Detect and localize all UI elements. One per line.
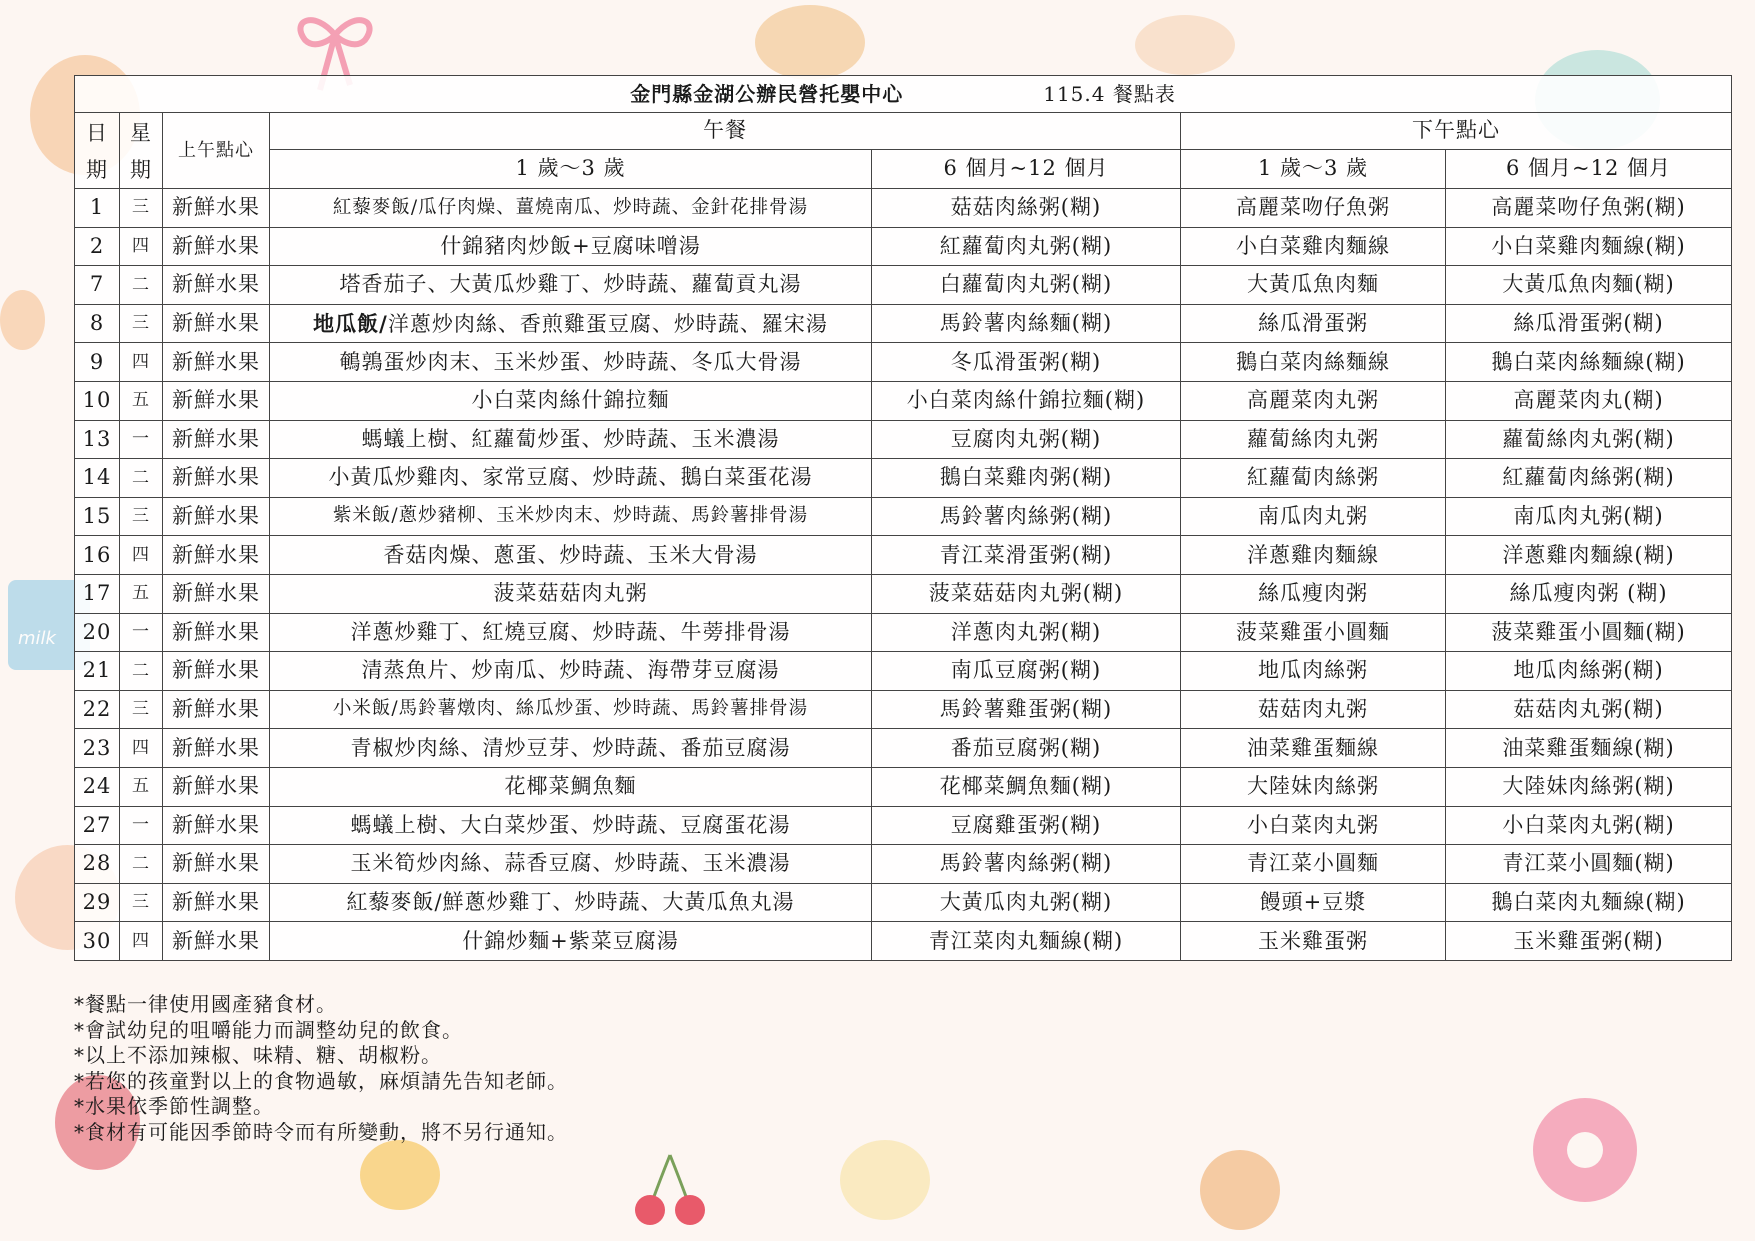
lunch-text: 洋蔥炒雞丁、紅燒豆腐、炒時蔬、牛蒡排骨湯 — [350, 619, 791, 644]
day-cell: 15 — [75, 497, 120, 536]
lunch-age-1-3-header: 1 歲～3 歲 — [270, 150, 872, 189]
lunch-1-3-cell — [270, 536, 872, 575]
day-cell: 23 — [75, 729, 120, 768]
morning-snack-cell: 新鮮水果 — [163, 536, 270, 575]
pm-snack-6-12-cell: 菠菜雞蛋小圓麵(糊) — [1446, 613, 1732, 652]
table-row — [75, 574, 1732, 613]
pm-snack-1-3-cell: 大陸妹肉絲粥 — [1181, 767, 1446, 806]
meal-rows — [75, 189, 1732, 961]
lunch-1-3-cell — [270, 883, 872, 922]
table-row — [75, 729, 1732, 768]
lunch-6-12-cell: 豆腐雞蛋粥(糊) — [872, 806, 1181, 845]
pm-snack-6-12-cell: 青江菜小圓麵(糊) — [1446, 845, 1732, 884]
table-title — [75, 76, 1732, 113]
pm-snack-6-12-cell: 小白菜雞肉麵線(糊) — [1446, 227, 1732, 266]
notes-section — [74, 992, 568, 1145]
pm-snack-1-3-cell: 南瓜肉丸粥 — [1181, 497, 1446, 536]
morning-snack-cell: 新鮮水果 — [163, 806, 270, 845]
col-weekday-header — [120, 113, 163, 189]
pm-snack-1-3-cell: 小白菜雞肉麵線 — [1181, 227, 1446, 266]
pm-snack-6-12-cell: 南瓜肉丸粥(糊) — [1446, 497, 1732, 536]
note-line: *若您的孩童對以上的食物過敏，麻煩請先告知老師。 — [74, 1068, 568, 1093]
lunch-text: 清蒸魚片、炒南瓜、炒時蔬、海帶芽豆腐湯 — [361, 658, 780, 683]
day-header-line2: 期 — [86, 157, 108, 182]
lunch-text: 紅藜麥飯/鮮蔥炒雞丁、炒時蔬、大黃瓜魚丸湯 — [346, 889, 795, 914]
weekday-header-line2: 期 — [130, 157, 152, 182]
lunch-6-12-cell: 小白菜肉絲什錦拉麵(糊) — [872, 381, 1181, 420]
pm-snack-6-12-cell: 小白菜肉丸粥(糊) — [1446, 806, 1732, 845]
lunch-1-3-cell — [270, 459, 872, 498]
table-row — [75, 652, 1732, 691]
lunch-1-3-cell — [270, 729, 872, 768]
pm-snack-1-3-cell: 地瓜肉絲粥 — [1181, 652, 1446, 691]
col-afternoon-snack-header: 下午點心 — [1181, 113, 1732, 150]
pm-snack-6-12-cell: 紅蘿蔔肉絲粥(糊) — [1446, 459, 1732, 498]
morning-snack-cell: 新鮮水果 — [163, 420, 270, 459]
pm-snack-6-12-cell: 絲瓜瘦肉粥 (糊) — [1446, 574, 1732, 613]
lunch-6-12-cell: 大黃瓜肉丸粥(糊) — [872, 883, 1181, 922]
lunch-text: 螞蟻上樹、大白菜炒蛋、炒時蔬、豆腐蛋花湯 — [350, 812, 791, 837]
table-row — [75, 767, 1732, 806]
note-line: *會試幼兒的咀嚼能力而調整幼兒的飲食。 — [74, 1017, 463, 1042]
bread-decoration — [755, 5, 865, 80]
lunch-6-12-cell: 紅蘿蔔肉丸粥(糊) — [872, 227, 1181, 266]
weekday-header-line1: 星 — [130, 120, 152, 145]
pm-snack-6-12-cell: 高麗菜肉丸(糊) — [1446, 381, 1732, 420]
pm-snack-6-12-cell: 油菜雞蛋麵線(糊) — [1446, 729, 1732, 768]
lunch-1-3-cell — [270, 767, 872, 806]
pm-snack-6-12-cell: 大黃瓜魚肉麵(糊) — [1446, 266, 1732, 305]
pm-snack-1-3-cell: 絲瓜瘦肉粥 — [1181, 574, 1446, 613]
table-row — [75, 806, 1732, 845]
table-row — [75, 266, 1732, 305]
table-row — [75, 343, 1732, 382]
pm-snack-1-3-cell: 玉米雞蛋粥 — [1181, 922, 1446, 961]
weekday-cell: 一 — [120, 806, 163, 845]
morning-snack-cell: 新鮮水果 — [163, 613, 270, 652]
table-row — [75, 536, 1732, 575]
weekday-cell: 一 — [120, 613, 163, 652]
milk-label: milk — [18, 628, 56, 649]
pm-snack-1-3-cell: 菠菜雞蛋小圓麵 — [1181, 613, 1446, 652]
col-morning-snack-header: 上午點心 — [163, 113, 270, 189]
table-row — [75, 922, 1732, 961]
cherry-decoration — [630, 1150, 710, 1234]
lunch-text: 菠菜菇菇肉丸粥 — [493, 581, 648, 606]
weekday-cell: 三 — [120, 497, 163, 536]
center-name: 金門縣金湖公辦民營托嬰中心 — [630, 82, 904, 106]
morning-snack-cell: 新鮮水果 — [163, 845, 270, 884]
morning-snack-cell: 新鮮水果 — [163, 266, 270, 305]
weekday-cell: 五 — [120, 574, 163, 613]
table-row — [75, 420, 1732, 459]
day-cell: 10 — [75, 381, 120, 420]
lunch-text: 鵪鶉蛋炒肉末、玉米炒蛋、炒時蔬、冬瓜大骨湯 — [339, 349, 802, 374]
weekday-cell: 二 — [120, 459, 163, 498]
day-cell: 24 — [75, 767, 120, 806]
morning-snack-cell: 新鮮水果 — [163, 883, 270, 922]
weekday-cell: 三 — [120, 690, 163, 729]
lunch-text: 紫米飯/蔥炒豬柳、玉米炒肉末、炒時蔬、馬鈴薯排骨湯 — [332, 505, 809, 527]
morning-snack-cell: 新鮮水果 — [163, 381, 270, 420]
lunch-text: 什錦炒麵+紫菜豆腐湯 — [462, 928, 679, 953]
weekday-cell: 二 — [120, 652, 163, 691]
day-cell: 27 — [75, 806, 120, 845]
day-cell: 8 — [75, 304, 120, 343]
day-cell: 29 — [75, 883, 120, 922]
pm-snack-1-3-cell: 青江菜小圓麵 — [1181, 845, 1446, 884]
lunch-text: 塔香茄子、大黃瓜炒雞丁、炒時蔬、蘿蔔貢丸湯 — [339, 272, 802, 297]
day-cell: 7 — [75, 266, 120, 305]
note-line: *水果依季節性調整。 — [74, 1094, 274, 1118]
weekday-cell: 四 — [120, 922, 163, 961]
lunch-1-3-cell — [270, 574, 872, 613]
table-row — [75, 381, 1732, 420]
morning-snack-cell: 新鮮水果 — [163, 497, 270, 536]
lunch-6-12-cell: 馬鈴薯肉絲粥(糊) — [872, 497, 1181, 536]
lunch-1-3-cell — [270, 690, 872, 729]
morning-snack-cell: 新鮮水果 — [163, 227, 270, 266]
pm-snack-6-12-cell: 鵝白菜肉絲麵線(糊) — [1446, 343, 1732, 382]
lunch-6-12-cell: 菇菇肉絲粥(糊) — [872, 189, 1181, 228]
pm-age-1-3-header: 1 歲～3 歲 — [1181, 150, 1446, 189]
day-cell: 22 — [75, 690, 120, 729]
menu-title: 115.4 餐點表 — [1043, 82, 1176, 106]
weekday-cell: 四 — [120, 227, 163, 266]
weekday-cell: 二 — [120, 266, 163, 305]
pm-snack-1-3-cell: 高麗菜吻仔魚粥 — [1181, 189, 1446, 228]
lunch-text: 螞蟻上樹、紅蘿蔔炒蛋、炒時蔬、玉米濃湯 — [361, 426, 780, 451]
pm-snack-1-3-cell: 高麗菜肉丸粥 — [1181, 381, 1446, 420]
lunch-1-3-cell — [270, 613, 872, 652]
lunch-text: 花椰菜鯛魚麵 — [504, 774, 637, 799]
weekday-cell: 四 — [120, 536, 163, 575]
day-cell: 17 — [75, 574, 120, 613]
lunch-1-3-cell — [270, 845, 872, 884]
lunch-1-3-cell — [270, 227, 872, 266]
cake-decoration — [1135, 15, 1235, 75]
lunch-6-12-cell: 花椰菜鯛魚麵(糊) — [872, 767, 1181, 806]
weekday-cell: 三 — [120, 883, 163, 922]
morning-snack-cell: 新鮮水果 — [163, 690, 270, 729]
table-row — [75, 189, 1732, 228]
note-line: *食材有可能因季節時令而有所變動，將不另行通知。 — [74, 1119, 568, 1144]
weekday-cell: 五 — [120, 381, 163, 420]
swirl-bun-decoration — [1200, 1150, 1280, 1230]
lunch-1-3-cell — [270, 189, 872, 228]
pm-snack-1-3-cell: 蘿蔔絲肉丸粥 — [1181, 420, 1446, 459]
pm-snack-1-3-cell: 紅蘿蔔肉絲粥 — [1181, 459, 1446, 498]
meal-plan-table — [74, 75, 1732, 961]
day-cell: 9 — [75, 343, 120, 382]
lunch-text: 紅藜麥飯/瓜仔肉燥、薑燒南瓜、炒時蔬、金針花排骨湯 — [332, 196, 809, 218]
lunch-6-12-cell: 馬鈴薯肉絲麵(糊) — [872, 304, 1181, 343]
lunch-6-12-cell: 馬鈴薯肉絲粥(糊) — [872, 845, 1181, 884]
lunch-6-12-cell: 洋蔥肉丸粥(糊) — [872, 613, 1181, 652]
lunch-1-3-cell — [270, 922, 872, 961]
pm-snack-1-3-cell: 小白菜肉丸粥 — [1181, 806, 1446, 845]
morning-snack-cell: 新鮮水果 — [163, 343, 270, 382]
weekday-cell: 二 — [120, 845, 163, 884]
table-row — [75, 227, 1732, 266]
morning-snack-cell: 新鮮水果 — [163, 729, 270, 768]
lunch-1-3-cell — [270, 266, 872, 305]
pm-snack-6-12-cell: 玉米雞蛋粥(糊) — [1446, 922, 1732, 961]
weekday-cell: 五 — [120, 767, 163, 806]
lunch-text: 小白菜肉絲什錦拉麵 — [471, 388, 670, 413]
lunch-6-12-cell: 白蘿蔔肉丸粥(糊) — [872, 266, 1181, 305]
cookie-face-decoration — [0, 290, 45, 350]
lunch-1-3-cell — [270, 381, 872, 420]
weekday-cell: 三 — [120, 189, 163, 228]
pm-snack-1-3-cell: 菇菇肉丸粥 — [1181, 690, 1446, 729]
lunch-1-3-cell — [270, 497, 872, 536]
day-cell: 30 — [75, 922, 120, 961]
table-row — [75, 883, 1732, 922]
lunch-1-3-cell — [270, 304, 872, 343]
lunch-text: 玉米筍炒肉絲、蒜香豆腐、炒時蔬、玉米濃湯 — [350, 851, 791, 876]
pm-snack-6-12-cell: 蘿蔔絲肉丸粥(糊) — [1446, 420, 1732, 459]
lunch-6-12-cell: 馬鈴薯雞蛋粥(糊) — [872, 690, 1181, 729]
morning-snack-cell: 新鮮水果 — [163, 922, 270, 961]
pm-snack-6-12-cell: 地瓜肉絲粥(糊) — [1446, 652, 1732, 691]
table-row — [75, 690, 1732, 729]
lunch-6-12-cell: 冬瓜滑蛋粥(糊) — [872, 343, 1181, 382]
morning-snack-cell: 新鮮水果 — [163, 189, 270, 228]
lunch-6-12-cell: 鵝白菜雞肉粥(糊) — [872, 459, 1181, 498]
day-cell: 14 — [75, 459, 120, 498]
morning-snack-cell: 新鮮水果 — [163, 574, 270, 613]
lunch-text: 什錦豬肉炒飯+豆腐味噌湯 — [440, 233, 701, 258]
pm-age-6-12-header: 6 個月~12 個月 — [1446, 150, 1732, 189]
pudding-decoration — [360, 1140, 440, 1210]
donut-decoration — [1530, 1095, 1640, 1209]
lunch-6-12-cell: 番茄豆腐粥(糊) — [872, 729, 1181, 768]
lunch-text: 青椒炒肉絲、清炒豆芽、炒時蔬、番茄豆腐湯 — [350, 735, 791, 760]
pm-snack-6-12-cell: 鵝白菜肉丸麵線(糊) — [1446, 883, 1732, 922]
weekday-cell: 三 — [120, 304, 163, 343]
pm-snack-1-3-cell: 鵝白菜肉絲麵線 — [1181, 343, 1446, 382]
lunch-text: 小米飯/馬鈴薯燉肉、絲瓜炒蛋、炒時蔬、馬鈴薯排骨湯 — [332, 698, 809, 720]
lunch-text: 洋蔥炒肉絲、香煎雞蛋豆腐、炒時蔬、羅宋湯 — [387, 311, 828, 336]
lunch-6-12-cell: 青江菜肉丸麵線(糊) — [872, 922, 1181, 961]
weekday-cell: 四 — [120, 343, 163, 382]
pm-snack-1-3-cell: 絲瓜滑蛋粥 — [1181, 304, 1446, 343]
note-line: *以上不添加辣椒、味精、糖、胡椒粉。 — [74, 1043, 442, 1067]
morning-snack-cell: 新鮮水果 — [163, 304, 270, 343]
pm-snack-6-12-cell: 菇菇肉丸粥(糊) — [1446, 690, 1732, 729]
table-row — [75, 304, 1732, 343]
pm-snack-1-3-cell: 洋蔥雞肉麵線 — [1181, 536, 1446, 575]
morning-snack-cell: 新鮮水果 — [163, 767, 270, 806]
day-cell: 2 — [75, 227, 120, 266]
note-line: *餐點一律使用國產豬食材。 — [74, 992, 337, 1016]
lunch-6-12-cell: 南瓜豆腐粥(糊) — [872, 652, 1181, 691]
pm-snack-6-12-cell: 高麗菜吻仔魚粥(糊) — [1446, 189, 1732, 228]
lunch-1-3-cell — [270, 343, 872, 382]
lunch-6-12-cell: 青江菜滑蛋粥(糊) — [872, 536, 1181, 575]
day-cell: 21 — [75, 652, 120, 691]
lunch-1-3-cell — [270, 420, 872, 459]
morning-snack-cell: 新鮮水果 — [163, 459, 270, 498]
pm-snack-1-3-cell: 饅頭+豆漿 — [1181, 883, 1446, 922]
morning-snack-cell: 新鮮水果 — [163, 652, 270, 691]
day-cell: 13 — [75, 420, 120, 459]
pm-snack-6-12-cell: 洋蔥雞肉麵線(糊) — [1446, 536, 1732, 575]
lunch-text: 小黃瓜炒雞肉、家常豆腐、炒時蔬、鵝白菜蛋花湯 — [328, 465, 813, 490]
lunch-1-3-cell — [270, 806, 872, 845]
day-cell: 28 — [75, 845, 120, 884]
pm-snack-1-3-cell: 油菜雞蛋麵線 — [1181, 729, 1446, 768]
weekday-cell: 四 — [120, 729, 163, 768]
lunch-1-3-cell — [270, 652, 872, 691]
weekday-cell: 一 — [120, 420, 163, 459]
day-header-line1: 日 — [86, 120, 108, 145]
day-cell: 1 — [75, 189, 120, 228]
table-row — [75, 845, 1732, 884]
lunch-age-6-12-header: 6 個月~12 個月 — [872, 150, 1181, 189]
lunch-6-12-cell: 豆腐肉丸粥(糊) — [872, 420, 1181, 459]
egg-decoration — [840, 1140, 930, 1220]
lunch-6-12-cell: 菠菜菇菇肉丸粥(糊) — [872, 574, 1181, 613]
day-cell: 20 — [75, 613, 120, 652]
col-lunch-header: 午餐 — [270, 113, 1181, 150]
pm-snack-6-12-cell: 絲瓜滑蛋粥(糊) — [1446, 304, 1732, 343]
lunch-main-dish: 地瓜飯/ — [313, 310, 388, 336]
pm-snack-6-12-cell: 大陸妹肉絲粥(糊) — [1446, 767, 1732, 806]
table-row — [75, 459, 1732, 498]
lunch-text: 香菇肉燥、蔥蛋、炒時蔬、玉米大骨湯 — [383, 542, 758, 567]
table-row — [75, 497, 1732, 536]
day-cell: 16 — [75, 536, 120, 575]
col-day-header — [75, 113, 120, 189]
pm-snack-1-3-cell: 大黃瓜魚肉麵 — [1181, 266, 1446, 305]
table-row — [75, 613, 1732, 652]
